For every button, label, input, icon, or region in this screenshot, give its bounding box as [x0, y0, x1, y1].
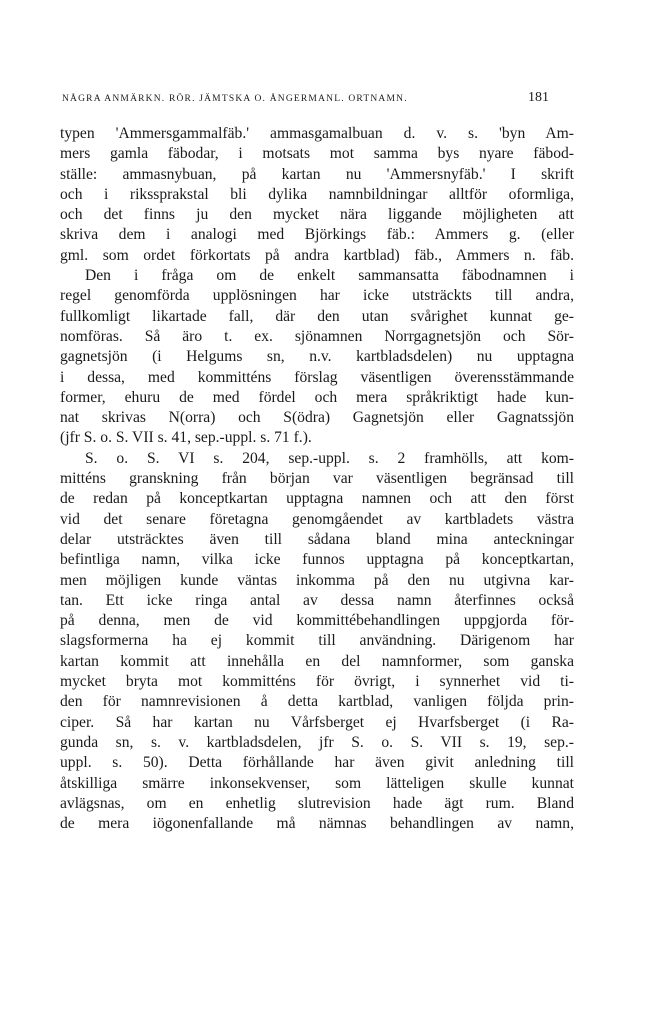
running-header: NÅGRA ANMÄRKN. RÖR. JÄMTSKA O. ÅNGERMANL. ORTNAMN. [62, 94, 408, 104]
text-line: gml. som ordet förkortats på andra kartblad) fäb., Ammers n. fäb. [60, 246, 574, 264]
text-line: gagnetsjön (i Helgums sn, n.v. kartbladsdelen) nu upptagna [60, 348, 574, 366]
text-line: (jfr S. o. S. VII s. 41, sep.-uppl. s. 71 f.). [60, 429, 312, 447]
text-line: nat skrivas N(orra) och S(ödra) Gagnetsjön eller Gagnatssjön [60, 409, 574, 427]
text-line: mycket bryta mot kommitténs för övrigt, i synnerhet vid ti- [60, 673, 574, 691]
text-line: nomföras. Så äro t. ex. sjönamnen Norrgagnetsjön och Sör- [60, 327, 574, 345]
text-line: de redan på konceptkartan upptagna namnen och att den först [60, 490, 574, 508]
text-line: på denna, men de vid kommittébehandlingen uppgjorda för- [60, 612, 574, 630]
text-line: fullkomligt likartade fall, där den utan svårighet kunnat ge- [60, 307, 574, 325]
text-line: tan. Ett icke ringa antal av dessa namn återfinnes också [60, 591, 574, 609]
text-line: den för namnrevisionen å detta kartblad, vanligen följda prin- [60, 693, 574, 711]
text-line: de mera iögonenfallande må nämnas behandlingen av namn, [60, 815, 574, 833]
text-line: former, ehuru de med fördel och mera språkriktigt hade kun- [60, 388, 574, 406]
text-line: regel genomförda upplösningen har icke utsträckts till andra, [60, 287, 574, 305]
body-text [60, 124, 574, 834]
text-line: ställe: ammasnybuan, på kartan nu 'Ammersnyfäb.' I skrift [60, 165, 574, 183]
page-number: 181 [528, 90, 549, 105]
text-line: typen 'Ammersgammalfäb.' ammasgamalbuan d. v. s. 'byn Am- [60, 125, 574, 142]
text-line: kartan kommit att innehålla en del namnformer, som ganska [60, 652, 574, 670]
text-line: ciper. Så har kartan nu Vårfsberget ej Hvarfsberget (i Ra- [60, 713, 574, 731]
text-line: slagsformerna ha ej kommit till användning. Därigenom har [60, 632, 574, 650]
text-line: vid det senare företagna genomgåendet av kartbladets västra [60, 510, 574, 528]
text-line: avlägsnas, om en enhetlig slutrevision hade ägt rum. Bland [60, 794, 574, 812]
text-line: skriva dem i analogi med Björkings fäb.: Ammers g. (eller [60, 226, 574, 244]
text-line: i dessa, med kommitténs förslag väsentligen överensstämmande [60, 368, 574, 386]
text-line: delar utsträcktes även till sådana bland mina anteckningar [60, 530, 574, 548]
text-line: gunda sn, s. v. kartbladsdelen, jfr S. o. S. VII s. 19, sep.- [60, 733, 574, 751]
text-line: mitténs granskning från början var väsentligen begränsad till [60, 470, 574, 488]
text-line: mers gamla fäbodar, i motsats mot samma bys nyare fäbod- [60, 145, 574, 163]
text-line: befintliga namn, vilka icke funnos upptagna på konceptkartan, [60, 551, 574, 569]
text-line: åtskilliga smärre inkonsekvenser, som lätteligen skulle kunnat [60, 774, 574, 792]
text-line: och i rikssprakstal bli dylika namnbildningar alltför oformliga, [60, 185, 574, 203]
text-line: och det finns ju den mycket nära liggande möjligheten att [60, 206, 574, 224]
text-line: Den i fråga om de enkelt sammansatta fäbodnamnen i [85, 267, 574, 285]
text-line: men möjligen kunde väntas inkomma på den nu utgivna kar- [60, 571, 574, 589]
text-line: uppl. s. 50). Detta förhållande har även givit anledning till [60, 754, 574, 772]
text-line: S. o. S. VI s. 204, sep.-uppl. s. 2 framhölls, att kom- [85, 449, 574, 467]
